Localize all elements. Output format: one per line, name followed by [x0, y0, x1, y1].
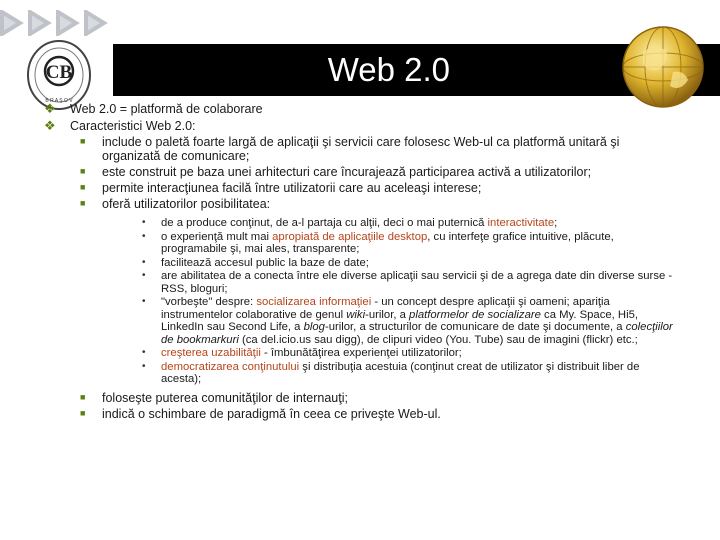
square-bullet-icon: ■: [80, 136, 86, 146]
bullet-item: ❖ Caracteristici Web 2.0:: [44, 118, 196, 133]
svg-text:B R A Ş O V: B R A Ş O V: [45, 98, 73, 104]
nested-bullet-item: • facilitează accesul public la baze de date;: [142, 256, 369, 269]
sub-bullet-item: ■ oferă utilizatorilor posibilitatea:: [80, 197, 271, 211]
golden-globe-icon: [618, 22, 708, 112]
dot-bullet-icon: •: [142, 270, 146, 281]
dot-bullet-icon: •: [142, 360, 146, 372]
dot-bullet-icon: •: [142, 256, 146, 268]
sub-bullet-item: ■ este construit pe baza unei arhitecturi care încurajează participarea activă a utilizatorilor;: [80, 165, 592, 179]
sub-bullet-item: ■ foloseşte puterea comunităţilor de internauţi;: [80, 390, 348, 405]
nested-bullet-item: • democratizarea conţinutului şi distribuţia acestuia (conţinut creat de utilizator şi distribuit liber de acesta);: [142, 360, 640, 385]
diamond-bullet-icon: ❖: [44, 101, 56, 116]
square-bullet-icon: ■: [80, 198, 86, 208]
nested-bullet-item: • "vorbeşte" despre: socializarea informaţiei - un concept despre aplicaţii şi oameni; apariţia instrumentelor colaborative de genul wiki-urilor, a platformelor de socializare ca My. Space, Hi5, LinkedIn sau Second Life, a blog-urilor, a structurilor de comunicare de date şi documente, a colecţiilor de bookmarkuri (ca del.icio.us sau digg), de clipuri video (You. Tube) sau de imagini (flickr) etc.;: [142, 296, 673, 346]
bullet-item: ❖ Web 2.0 = platformă de colaborare: [44, 101, 263, 116]
sub-bullet-item: ■ permite interacţiunea facilă între utilizatorii care au aceleaşi interese;: [80, 181, 482, 195]
dot-bullet-icon: •: [142, 217, 146, 228]
dot-bullet-icon: •: [142, 230, 146, 242]
slide-title: Web 2.0: [327, 51, 450, 88]
dot-bullet-icon: •: [142, 296, 146, 307]
nested-bullet-item: • are abilitatea de a conecta între ele diverse aplicaţii sau servicii şi de a agrega date din diverse surse - RSS, bloguri;: [142, 270, 673, 295]
square-bullet-icon: ■: [80, 391, 86, 402]
sub-bullet-item: ■ include o paletă foarte largă de aplicaţii şi servicii care folosesc Web-ul ca platformă unitară şi organizată de comunicare;: [80, 135, 620, 163]
diamond-bullet-icon: ❖: [44, 118, 56, 133]
dot-bullet-icon: •: [142, 347, 146, 358]
nested-bullet-item: • o experienţă mult mai apropiată de aplicaţiile desktop, cu interfeţe grafice intuitive, plăcute, programabile şi, mai ales, transparente;: [142, 230, 614, 255]
square-bullet-icon: ■: [80, 182, 86, 192]
nested-bullet-item: • de a produce conţinut, de a-l partaja cu alţii, deci o mai puternică interactivitate;: [142, 217, 558, 229]
slide-content: [44, 101, 674, 423]
nested-bullet-item: • creşterea uzabilităţii - îmbunătăţirea experienţei utilizatorilor;: [142, 347, 462, 359]
sub-bullet-item: ■ indică o schimbare de paradigmă în ceea ce priveşte Web-ul.: [80, 406, 441, 421]
square-bullet-icon: ■: [80, 166, 86, 176]
square-bullet-icon: ■: [80, 407, 86, 418]
chevron-arrows-icon: [0, 10, 118, 36]
svg-text:CB: CB: [45, 62, 73, 83]
